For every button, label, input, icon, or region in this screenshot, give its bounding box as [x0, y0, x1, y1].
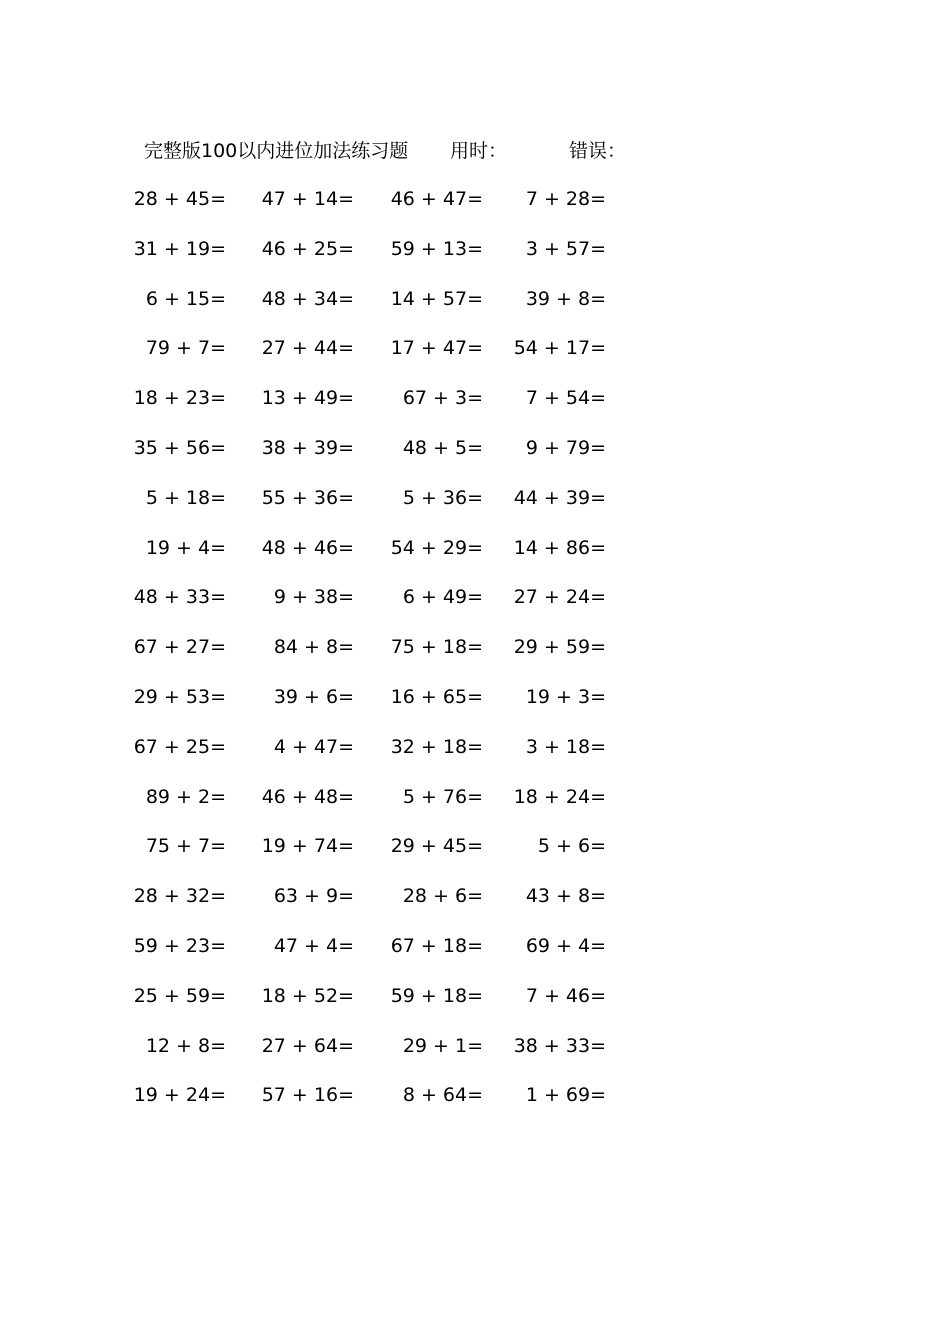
problem-item: 5 + 18= [145, 486, 226, 509]
problem-item: 19 + 24= [133, 1084, 226, 1107]
problem-item: 6 + 15= [145, 287, 226, 310]
problem-item: 9 + 79= [525, 437, 606, 459]
problem-item: 84 + 8= [273, 636, 354, 659]
problem-item: 67 + 25= [133, 735, 226, 758]
problem-item: 14 + 57= [390, 287, 483, 310]
problem-row [0, 632, 950, 662]
problem-item: 59 + 23= [133, 935, 226, 957]
problem-item: 8 + 64= [402, 1084, 483, 1107]
problem-row [0, 782, 950, 812]
problem-item: 28 + 45= [133, 188, 226, 210]
problem-item: 7 + 54= [525, 387, 606, 410]
problem-row [0, 284, 950, 314]
problem-item: 35 + 56= [133, 437, 226, 459]
problem-item: 48 + 33= [133, 586, 226, 609]
problem-item: 29 + 1= [402, 1034, 483, 1057]
problem-item: 27 + 64= [261, 1034, 354, 1057]
problem-item: 38 + 33= [513, 1034, 606, 1057]
problem-item: 28 + 6= [402, 885, 483, 908]
problem-item: 27 + 24= [513, 586, 606, 609]
problem-item: 29 + 59= [513, 636, 606, 659]
problem-row [0, 483, 950, 513]
problem-item: 63 + 9= [273, 885, 354, 908]
problem-item: 54 + 17= [513, 337, 606, 360]
problem-item: 18 + 52= [261, 984, 354, 1007]
problem-item: 28 + 32= [133, 885, 226, 908]
problem-item: 46 + 47= [390, 188, 483, 210]
problem-item: 1 + 69= [525, 1084, 606, 1107]
problem-item: 3 + 57= [525, 237, 606, 260]
problem-row [0, 1031, 950, 1061]
problem-item: 67 + 18= [390, 935, 483, 957]
problem-item: 6 + 49= [402, 586, 483, 609]
problem-item: 7 + 46= [525, 984, 606, 1007]
problem-row [0, 931, 950, 961]
problem-item: 5 + 36= [402, 486, 483, 509]
problem-item: 54 + 29= [390, 536, 483, 559]
problem-item: 59 + 13= [390, 237, 483, 260]
problem-row [0, 234, 950, 264]
problem-item: 17 + 47= [390, 337, 483, 360]
problem-item: 18 + 24= [513, 785, 606, 808]
problem-item: 47 + 4= [273, 935, 354, 957]
problem-item: 89 + 2= [145, 785, 226, 808]
problem-item: 79 + 7= [145, 337, 226, 360]
problem-row [0, 582, 950, 612]
problem-item: 43 + 8= [525, 885, 606, 908]
problem-row [0, 383, 950, 413]
errors-label: 错误： [569, 140, 627, 162]
problem-item: 5 + 6= [537, 835, 606, 858]
problem-item: 69 + 4= [525, 935, 606, 957]
problem-item: 29 + 45= [390, 835, 483, 858]
problem-item: 31 + 19= [133, 237, 226, 260]
problem-row [0, 333, 950, 363]
problem-item: 19 + 74= [261, 835, 354, 858]
problem-item: 46 + 25= [261, 237, 354, 260]
problem-item: 39 + 6= [273, 686, 354, 708]
problem-row [0, 1080, 950, 1110]
problem-item: 48 + 5= [402, 437, 483, 459]
problem-item: 13 + 49= [261, 387, 354, 410]
problem-item: 9 + 38= [273, 586, 354, 609]
problem-row [0, 831, 950, 861]
problem-item: 18 + 23= [133, 387, 226, 410]
problem-item: 48 + 34= [261, 287, 354, 310]
problem-item: 57 + 16= [261, 1084, 354, 1107]
problem-item: 3 + 18= [525, 735, 606, 758]
problem-item: 38 + 39= [261, 437, 354, 459]
problem-item: 46 + 48= [261, 785, 354, 808]
problem-row [0, 533, 950, 563]
problem-item: 16 + 65= [390, 686, 483, 708]
problem-item: 75 + 18= [390, 636, 483, 659]
problem-item: 4 + 47= [273, 735, 354, 758]
problem-item: 19 + 3= [525, 686, 606, 708]
problem-item: 32 + 18= [390, 735, 483, 758]
problem-item: 19 + 4= [145, 536, 226, 559]
problem-row [0, 682, 950, 712]
worksheet-title: 完整版100以内进位加法练习题 [144, 140, 409, 162]
problem-item: 55 + 36= [261, 486, 354, 509]
problem-item: 29 + 53= [133, 686, 226, 708]
problem-item: 12 + 8= [145, 1034, 226, 1057]
problem-item: 67 + 27= [133, 636, 226, 659]
problem-item: 7 + 28= [525, 188, 606, 210]
problem-row [0, 732, 950, 762]
problem-item: 27 + 44= [261, 337, 354, 360]
problem-row [0, 184, 950, 214]
time-label: 用时： [450, 140, 508, 162]
problem-row [0, 981, 950, 1011]
problem-item: 67 + 3= [402, 387, 483, 410]
problem-item: 59 + 18= [390, 984, 483, 1007]
problem-item: 44 + 39= [513, 486, 606, 509]
problem-row [0, 881, 950, 911]
problem-item: 25 + 59= [133, 984, 226, 1007]
problem-item: 47 + 14= [261, 188, 354, 210]
problem-item: 75 + 7= [145, 835, 226, 858]
problem-row [0, 433, 950, 463]
problem-item: 5 + 76= [402, 785, 483, 808]
problem-item: 39 + 8= [525, 287, 606, 310]
problem-item: 48 + 46= [261, 536, 354, 559]
problem-item: 14 + 86= [513, 536, 606, 559]
